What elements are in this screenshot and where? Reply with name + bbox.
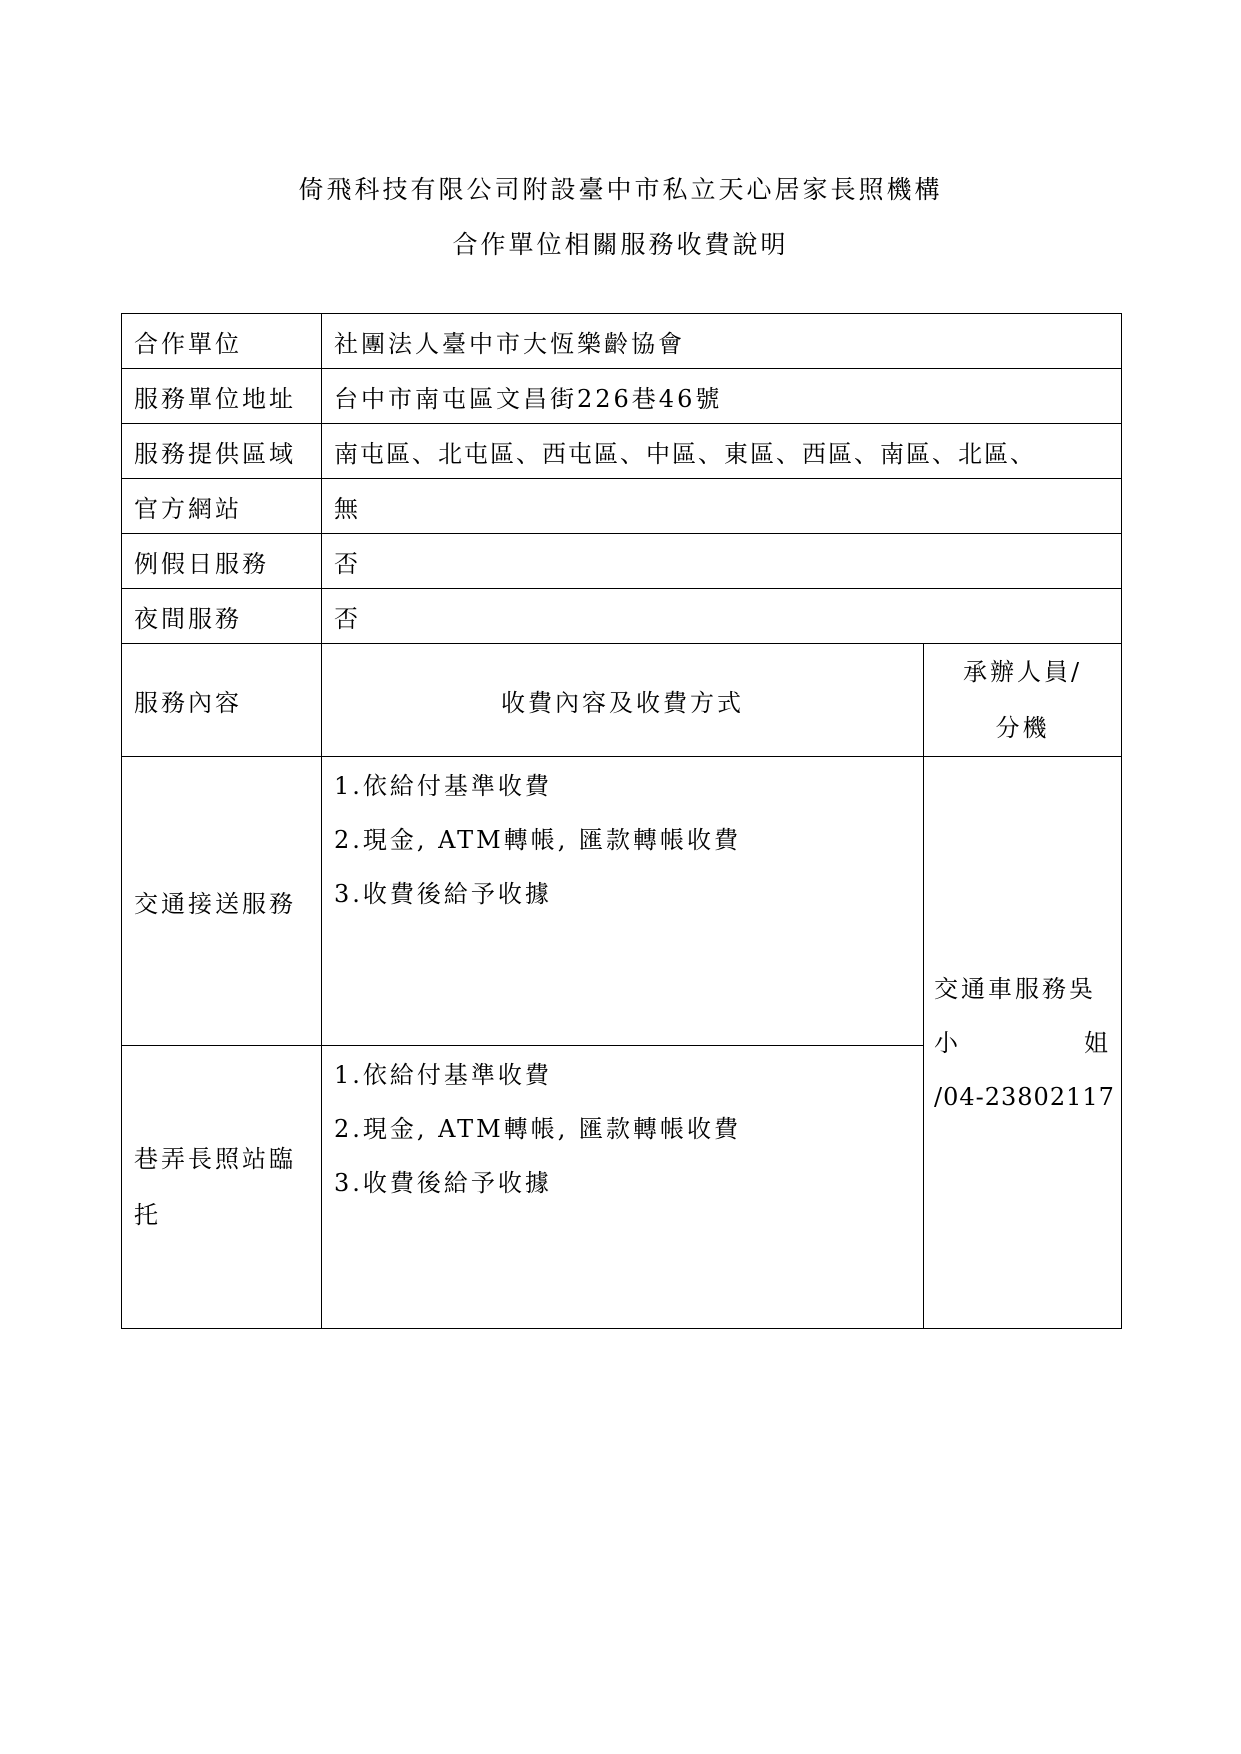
contact-line1: 交通車服務吳: [934, 974, 1096, 1003]
contact-phone: /04-23802117: [934, 1082, 1115, 1111]
staff-contact: [924, 757, 1122, 1329]
service-fee-items: [322, 757, 924, 1046]
service-name-line1: 巷弄長照站臨: [134, 1145, 296, 1173]
row-value-website: 無: [322, 479, 1122, 534]
fee-table: [121, 313, 1122, 1329]
row-value-partner: 社團法人臺中市大恆樂齡協會: [322, 314, 1122, 369]
contact-line2-left: 小: [934, 1028, 961, 1057]
fee-item: 2.現金, ATM轉帳, 匯款轉帳收費: [334, 1115, 742, 1143]
service-name: 交通接送服務: [122, 757, 322, 1046]
header-service-content: 服務內容: [122, 644, 322, 757]
header-staff-line2: 分機: [995, 714, 1050, 742]
table-row: [122, 424, 1122, 479]
row-value-address: 台中市南屯區文昌街226巷46號: [322, 369, 1122, 424]
document-subtitle: 合作單位相關服務收費說明: [452, 230, 789, 259]
row-label-holiday: 例假日服務: [122, 534, 322, 589]
table-row: [122, 479, 1122, 534]
row-label-website: 官方網站: [122, 479, 322, 534]
contact-line2-right: 姐: [1084, 1028, 1111, 1057]
row-label-partner: 合作單位: [122, 314, 322, 369]
row-label-night: 夜間服務: [122, 589, 322, 644]
fee-item: 1.依給付基準收費: [334, 772, 552, 800]
table-row: [122, 534, 1122, 589]
table-row: [122, 314, 1122, 369]
header-staff: [924, 644, 1122, 757]
service-row: [122, 757, 1122, 1046]
service-fee-items: [322, 1046, 924, 1329]
row-label-area: 服務提供區域: [122, 424, 322, 479]
row-value-night: 否: [322, 589, 1122, 644]
fee-item: 3.收費後給予收據: [334, 880, 552, 908]
header-fee-method: 收費內容及收費方式: [322, 644, 924, 757]
header-staff-line1: 承辦人員/: [962, 658, 1083, 686]
service-name: [122, 1046, 322, 1329]
fee-item: 3.收費後給予收據: [334, 1169, 552, 1197]
fee-item: 1.依給付基準收費: [334, 1061, 552, 1089]
service-name-line2: 托: [134, 1201, 161, 1229]
document-title: 倚飛科技有限公司附設臺中市私立天心居家長照機構: [298, 175, 943, 204]
contact-line2: [934, 1016, 1111, 1070]
table-header-row: [122, 644, 1122, 757]
row-value-holiday: 否: [322, 534, 1122, 589]
table-row: [122, 589, 1122, 644]
row-value-area: 南屯區、北屯區、西屯區、中區、東區、西區、南區、北區、: [322, 424, 1122, 479]
fee-item: 2.現金, ATM轉帳, 匯款轉帳收費: [334, 826, 742, 854]
table-row: [122, 369, 1122, 424]
row-label-address: 服務單位地址: [122, 369, 322, 424]
